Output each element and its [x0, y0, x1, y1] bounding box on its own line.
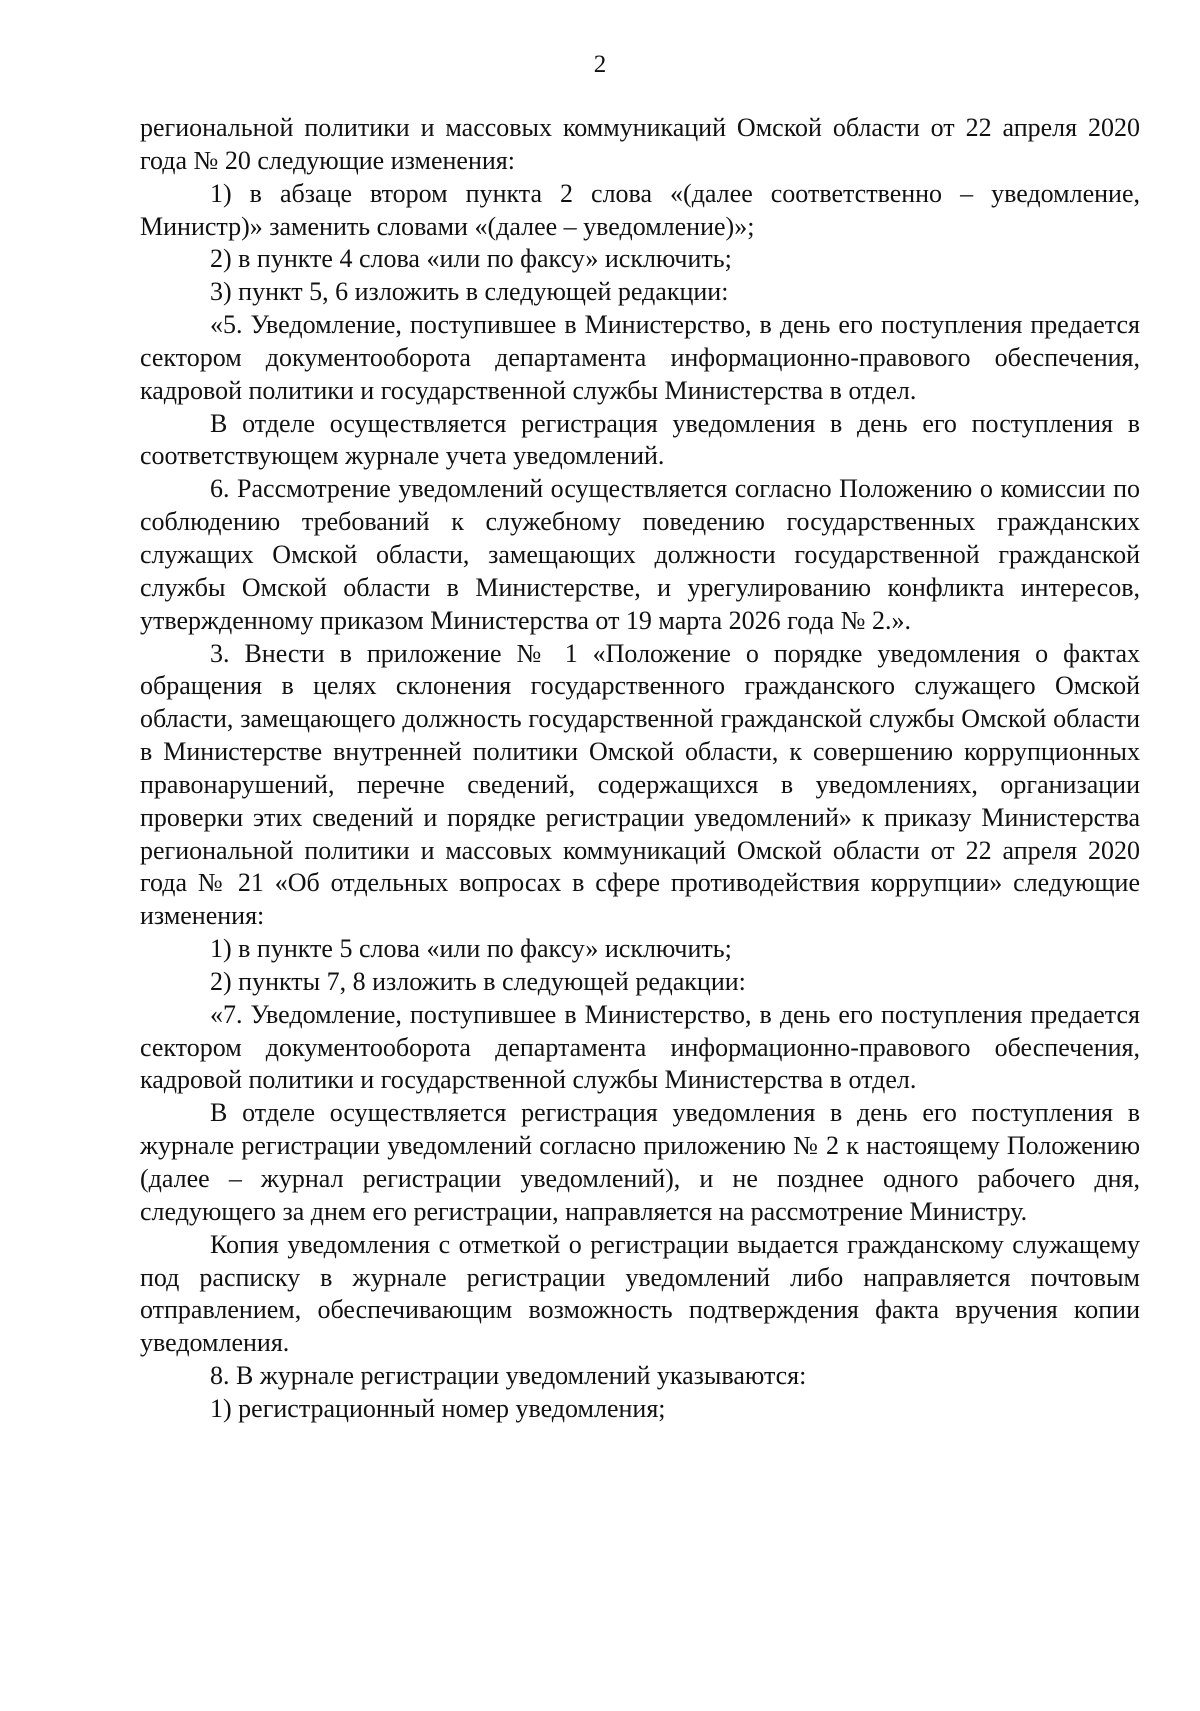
paragraph-item-1-point-5: 1) в пункте 5 слова «или по факсу» исключить; — [210, 934, 732, 964]
paragraph-item-2-fax: 2) в пункте 4 слова «или по факсу» исключить; — [210, 244, 732, 274]
paragraph-point-6: 6. Рассмотрение уведомлений осуществляется согласно Положению о комиссии по соблюдению требований к служебному поведению государственных гражданских служащих Омской области, замещающих должности государственной гражданской службы Омской области в Министерстве, и урегулированию конфликта интересов, утвержденному приказом Министерства от 19 марта 2026 года № 2.». — [140, 474, 1140, 635]
paragraph-registration-number: 1) регистрационный номер уведомления; — [210, 1393, 666, 1423]
page-number: 2 — [593, 51, 607, 78]
paragraph-copy-notification: Копия уведомления с отметкой о регистрации выдается гражданскому служащему под расписку в журнале регистрации уведомлений либо направляется почтовым отправлением, обеспечивающим возможность подтверждения факта вручения копии уведомления. — [140, 1229, 1140, 1358]
paragraph-item-2-points-7-8: 2) пункты 7, 8 изложить в следующей редакции: — [210, 966, 746, 996]
paragraph-item-3-points-5-6: 3) пункт 5, 6 изложить в следующей редакции: — [210, 277, 729, 307]
paragraph-section-3: 3. Внести в приложение № 1 «Положение о порядке уведомления о фактах обращения в целях склонения государственного гражданского служащего Омской области, замещающего должность государственной гражданской службы Омской области в Министерстве внутренней политики Омской области, к совершению коррупционных правонарушений, перечне сведений, содержащихся в уведомлениях, организации проверки этих сведений и порядке регистрации уведомлений» к приказу Министерства региональной политики и массовых коммуникаций Омской области от 22 апреля 2020 года № 21 «Об отдельных вопросах в сфере противодействия коррупции» следующие изменения: — [140, 638, 1140, 931]
paragraph-point-7: «7. Уведомление, поступившее в Министерство, в день его поступления предается сектором документооборота департамента информационно-правового обеспечения, кадровой политики и государственной службы Министерства в отдел. — [140, 999, 1140, 1095]
document-body — [140, 112, 1140, 1426]
paragraph-registration-appendix-2: В отделе осуществляется регистрация уведомления в день его поступления в журнале регистрации уведомлений согласно приложению № 2 к настоящему Положению (далее – журнал регистрации уведомлений), и не позднее одного рабочего дня, следующего за днем его регистрации, направляется на рассмотрение Министру. — [140, 1098, 1140, 1226]
paragraph-point-8: 8. В журнале регистрации уведомлений указываются: — [210, 1361, 807, 1391]
paragraph-point-5: «5. Уведомление, поступившее в Министерство, в день его поступления предается сектором документооборота департамента информационно-правового обеспечения, кадровой политики и государственной службы Министерства в отдел. — [140, 310, 1140, 405]
paragraph-item-1-abzac: 1) в абзаце втором пункта 2 слова «(далее соответственно – уведомление, Министр)» заменить словами «(далее – уведомление)»; — [140, 178, 1140, 241]
paragraph-continuation: региональной политики и массовых коммуникаций Омской области от 22 апреля 2020 года № 20 следующие изменения: — [140, 113, 1140, 175]
paragraph-registration-journal: В отделе осуществляется регистрация уведомления в день его поступления в соответствующем журнале учета уведомлений. — [140, 408, 1140, 471]
